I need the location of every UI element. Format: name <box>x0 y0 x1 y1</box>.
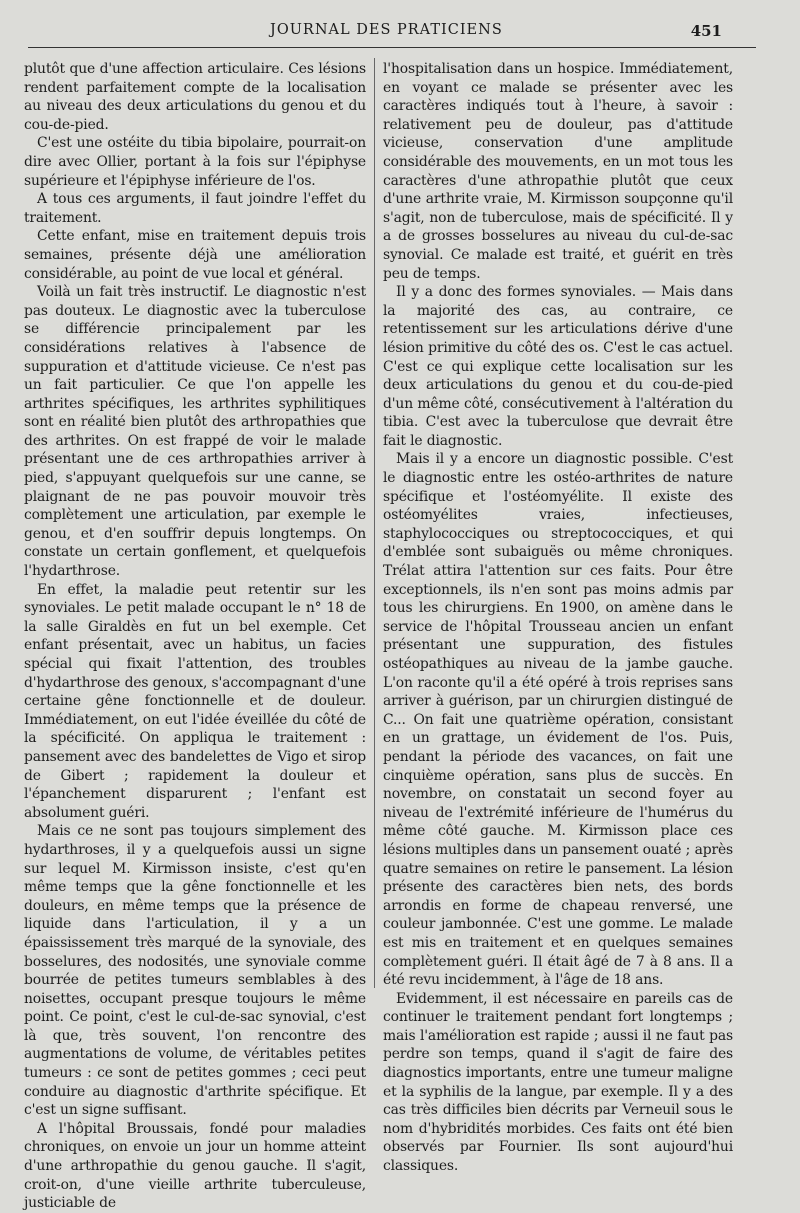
paragraph: Mais il y a encore un diagnostic possible. C'est le diagnostic entre les ostéo-arthrites de nature spécifique et l'ostéomyélite. Il existe des ostéomyélites vraies, infectieuses, staphylococciques ou streptococciques, et qui d'emblée sont subaiguës ou même chroniques. Trélat attira l'attention sur ces faits. Pour être exceptionnels, ils n'en sont pas moins admis par tous les chirurgiens. En 1900, on amène dans le service de l'hôpital Trousseau ancien un enfant présentant une suppuration, des fistules ostéopathiques au niveau de la jambe gauche. L'on raconte qu'il a été opéré à trois reprises sans arriver à guérison, par un chirurgien distingué de C... On fait une quatrième opération, consistant en un grattage, un évidement de l'os. Puis, pendant la période des vacances, on fait une cinquième opération, sans plus de succès. En novembre, on constatait un second foyer au niveau de l'extrémité inférieure de l'humérus du même côté gauche. M. Kirmisson place ces lésions multiples dans un pansement ouaté ; après quatre semaines on retire le pansement. La lésion présente des caractères bien nets, des bords arrondis en forme de chapeau renversé, une couleur jambonnée. C'est une gomme. Le malade est mis en traitement et en quelques semaines complètement guéri. Il était âgé de 7 à 8 ans. Il a été revu incidemment, à l'âge de 18 ans. <box>383 451 733 989</box>
running-header <box>0 22 800 44</box>
page-number: 451 <box>690 22 722 40</box>
column-divider <box>374 58 375 988</box>
paragraph: Cette enfant, mise en traitement depuis trois semaines, présente déjà une amélioration considérable, au point de vue local et général. <box>24 228 366 282</box>
paragraph: A tous ces arguments, il faut joindre l'effet du traitement. <box>24 191 366 226</box>
paragraph: C'est une ostéite du tibia bipolaire, pourrait-on dire avec Ollier, portant à la fois sur l'épiphyse supérieure et l'épiphyse inférieure de l'os. <box>24 135 366 189</box>
paragraph: A l'hôpital Broussais, fondé pour maladies chroniques, on envoie un jour un homme atteint d'une arthropathie du genou gauche. Il s'agit, croit-on, d'une vieille arthrite tuberculeuse, justiciable de <box>24 1120 366 1212</box>
left-column <box>24 60 366 1213</box>
paragraph: plutôt que d'une affection articulaire. Ces lésions rendent parfaitement compte de la localisation au niveau des deux articulations du genou et du cou-de-pied. <box>24 61 366 133</box>
running-title: JOURNAL DES PRATICIENS <box>270 22 503 38</box>
paragraph: Il y a donc des formes synoviales. — Mais dans la majorité des cas, au contraire, ce retentissement sur les articulations dérive d'une lésion primitive du côté des os. C'est le cas actuel. C'est ce qui explique cette localisation sur les deux articulations du genou et du cou-de-pied d'un même côté, consécutivement à l'altération du tibia. C'est avec la tuberculose que devrait être fait le diagnostic. <box>383 284 733 449</box>
paragraph: Evidemment, il est nécessaire en pareils cas de continuer le traitement pendant fort longtemps ; mais l'amélioration est rapide ; aussi il ne faut pas perdre son temps, quand il s'agit de faire des diagnostics importants, entre une tumeur maligne et la syphilis de la langue, par exemple. Il y a des cas très difficiles bien décrits par Verneuil sous le nom d'hybridités morbides. Ces faits ont été bien observés par Fournier. Ils sont aujourd'hui classiques. <box>383 990 733 1175</box>
paragraph: Voilà un fait très instructif. Le diagnostic n'est pas douteux. Le diagnostic avec la tuberculose se différencie principalement par les considérations relatives à l'absence de suppuration et d'attitude vicieuse. Ce n'est pas un fait particulier. Ce que l'on appelle les arthrites spécifiques, les arthrites syphilitiques sont en réalité bien plutôt des arthropathies que des arthrites. On est frappé de voir le malade présentant une de ces arthropathies arriver à pied, s'appuyant quelquefois sur une canne, se plaignant de ne pas pouvoir mouvoir très complètement une articulation, par exemple le genou, et d'en souffrir depuis longtemps. On constate un certain gonflement, et quelquefois l'hydarthrose. <box>24 284 366 580</box>
paragraph: En effet, la maladie peut retentir sur les synoviales. Le petit malade occupant le n° 18 de la salle Giraldès en fut un bel exemple. Cet enfant présentait, avec un habitus, un facies spécial qui fixait l'attention, des troubles d'hydarthrose des genoux, s'accompagnant d'une certaine gêne fonctionnelle et de douleur. Immédiatement, on eut l'idée éveillée du côté de la spécificité. On appliqua le traitement : pansement avec des bandelettes de Vigo et sirop de Gibert ; rapidement la douleur et l'épanchement disparurent ; l'enfant est absolument guéri. <box>24 581 366 821</box>
right-column <box>383 60 733 1176</box>
header-rule <box>28 47 756 48</box>
paragraph: Mais ce ne sont pas toujours simplement des hydarthroses, il y a quelquefois aussi un signe sur lequel M. Kirmisson insiste, c'est qu'en même temps que la gêne fonctionnelle et les douleurs, en même temps que la présence de liquide dans l'articulation, il y a un épaississement très marqué de la synoviale, des bosselures, des nodosités, une synoviale comme bourrée de petites tumeurs semblables à des noisettes, occupant presque toujours le même point. Ce point, c'est le cul-de-sac synovial, c'est là que, très souvent, l'on rencontre des augmentations de volume, de véritables petites tumeurs : ce sont de petites gommes ; ceci peut conduire au diagnostic d'arthrite spécifique. Et c'est un signe suffisant. <box>24 823 366 1119</box>
paragraph: l'hospitalisation dans un hospice. Immédiatement, en voyant ce malade se présenter avec les caractères indiqués tout à l'heure, à savoir : relativement peu de douleur, pas d'attitude vicieuse, conservation d'une amplitude considérable des mouvements, en un mot tous les caractères d'une athropathie plutôt que ceux d'une arthrite vraie, M. Kirmisson soupçonne qu'il s'agit, non de tuberculose, mais de spécificité. Il y a de grosses bosselures au niveau du cul-de-sac synovial. Ce malade est traité, et guérit en très peu de temps. <box>383 61 733 282</box>
